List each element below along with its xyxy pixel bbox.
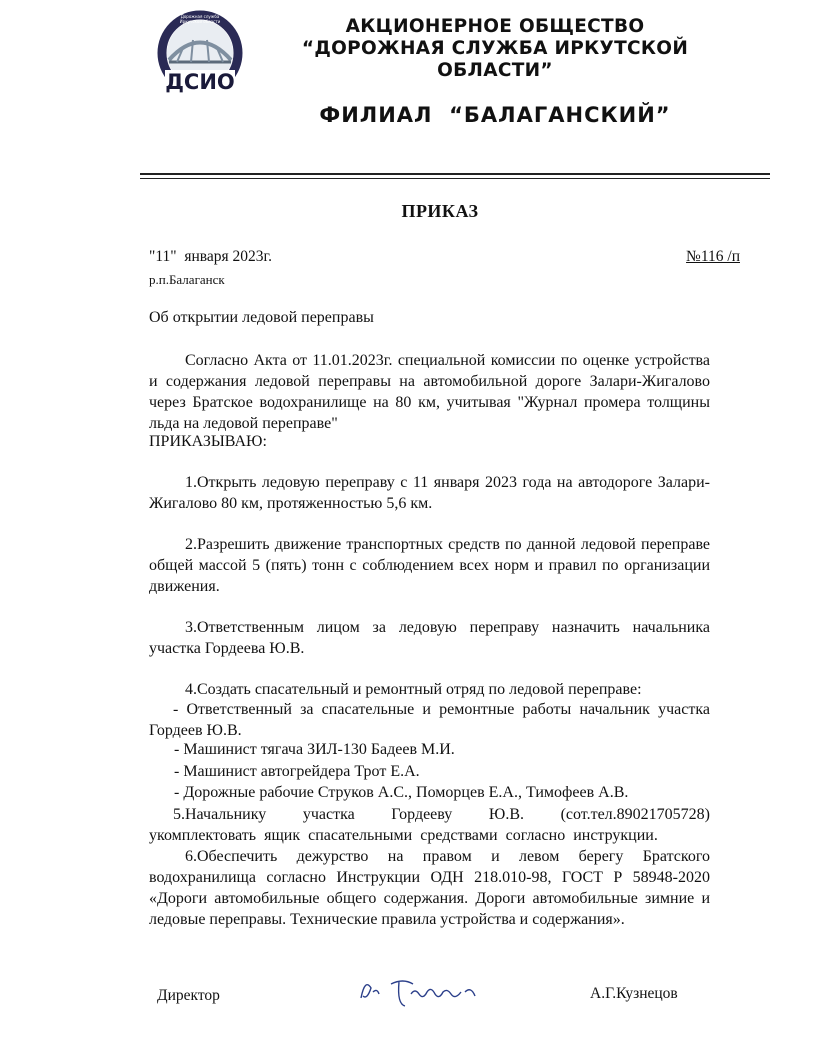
order-item-5: 5.Начальнику участка Гордееву Ю.В. (сот.тел.89021705728) укомплектовать ящик спасательными средствами согласно инструкции. bbox=[149, 806, 710, 844]
org-line-1: АКЦИОНЕРНОЕ ОБЩЕСТВО bbox=[345, 16, 645, 37]
logo-ring-text: Дорожная служба Иркутской области bbox=[179, 14, 221, 24]
order-item-2: 2.Разрешить движение транспортных средств по данной ледовой переправе общей массой 5 (пять) тонн с соблюдением всех норм и правил по организации движения. bbox=[149, 536, 710, 595]
branch-name: ФИЛИАЛ “БАЛАГАНСКИЙ” bbox=[319, 103, 671, 127]
order-item-3: 3.Ответственным лицом за ледовую переправу назначить начальника участка Гордеева Ю.В. bbox=[149, 619, 710, 657]
document-date: "11" января 2023г. bbox=[149, 248, 272, 265]
logo-text: ДСИО bbox=[165, 70, 235, 94]
order-item-6: 6.Обеспечить дежурство на правом и левом берегу Братского водохранилища согласно Инструкции ОДН 218.010-98, ГОСТ Р 58948-2020 «Дороги автомобильные общего содержания. Дороги автомобильные зимние и ледовые переправы. Технические правила устройства и содержания». bbox=[149, 848, 710, 928]
org-line-3: ОБЛАСТИ” bbox=[437, 60, 553, 81]
document-subject: Об открытии ледовой переправы bbox=[149, 309, 374, 326]
org-line-2: “ДОРОЖНАЯ СЛУЖБА ИРКУТСКОЙ bbox=[301, 38, 689, 59]
order-item-4: 4.Создать спасательный и ремонтный отряд по ледовой переправе: bbox=[185, 681, 642, 698]
document-number: №116 /п bbox=[686, 248, 740, 265]
handwritten-signature bbox=[355, 970, 495, 1010]
signer-title: Директор bbox=[157, 987, 220, 1004]
intro-paragraph: Согласно Акта от 11.01.2023г. специальной комиссии по оценке устройства и содержания ледовой переправы на автомобильной дороге Залари-Жигалово через Братское водохранилище на 80 км, учитывая "Журнал промера толщины льда на ледовой переправе" bbox=[149, 352, 710, 432]
document-title: ПРИКАЗ bbox=[401, 201, 479, 221]
order-item-4-dash-1: - Ответственный за спасательные и ремонтные работы начальник участка Гордеев Ю.В. bbox=[149, 701, 710, 739]
header-divider-thin bbox=[140, 178, 770, 179]
order-item-4-dash-2: - Машинист тягача ЗИЛ-130 Бадеев М.И. bbox=[174, 741, 455, 758]
signer-name: А.Г.Кузнецов bbox=[590, 985, 678, 1002]
company-logo bbox=[155, 10, 245, 100]
order-item-4-dash-4: - Дорожные рабочие Струков А.С., Поморцев Е.А., Тимофеев А.В. bbox=[174, 784, 629, 801]
document-place: р.п.Балаганск bbox=[149, 272, 225, 287]
order-item-4-dash-3: - Машинист автогрейдера Трот Е.А. bbox=[174, 763, 420, 780]
header-divider-thick bbox=[140, 173, 770, 175]
order-item-1: 1.Открыть ледовую переправу с 11 января 2023 года на автодороге Залари-Жигалово 80 км, протяженностью 5,6 км. bbox=[149, 474, 710, 512]
orders-word: ПРИКАЗЫВАЮ: bbox=[149, 433, 267, 450]
organization-name bbox=[250, 16, 740, 82]
